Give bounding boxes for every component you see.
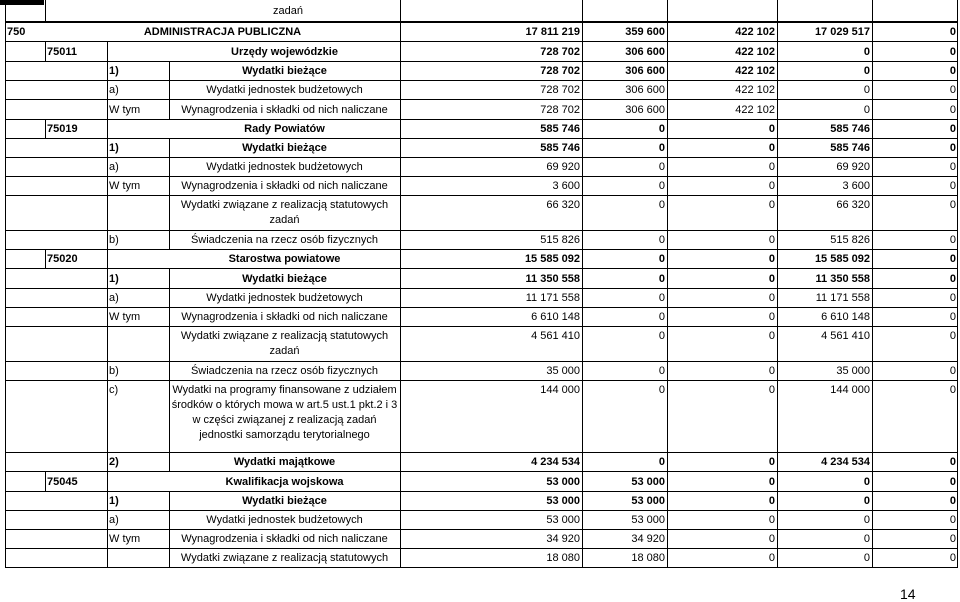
value-plan: 728 702 bbox=[540, 103, 580, 116]
table-row bbox=[5, 139, 958, 158]
value-col4: 15 585 092 bbox=[814, 253, 870, 265]
paragraph-marker: b) bbox=[109, 234, 119, 246]
value-col5: 0 bbox=[949, 552, 956, 564]
item-name: Wynagrodzenia i składki od nich naliczane bbox=[181, 533, 388, 545]
item-name: Urzędy wojewódzkie bbox=[231, 45, 338, 58]
section-code bbox=[45, 549, 107, 567]
section-row bbox=[5, 42, 958, 62]
division-code bbox=[5, 62, 45, 80]
item-name: Wynagrodzenia i składki od nich naliczane bbox=[181, 180, 388, 192]
value-col2: 0 bbox=[658, 142, 665, 154]
item-name: Wydatki bieżące bbox=[242, 272, 327, 285]
table-row bbox=[5, 62, 958, 81]
value-col5: 0 bbox=[949, 495, 956, 507]
value-col2: 0 bbox=[658, 180, 665, 192]
value-plan: 18 080 bbox=[546, 552, 580, 564]
paragraph-marker: 1) bbox=[109, 142, 119, 154]
section-code bbox=[45, 289, 107, 307]
division-code bbox=[5, 269, 45, 288]
value-col5: 0 bbox=[949, 26, 956, 38]
value-col3: 0 bbox=[768, 514, 775, 526]
division-code bbox=[5, 42, 45, 61]
section-code bbox=[45, 269, 107, 288]
value-col3: 0 bbox=[768, 495, 775, 507]
paragraph-marker: 1) bbox=[109, 65, 119, 77]
value-col2: 0 bbox=[658, 292, 665, 304]
value-col4: 0 bbox=[863, 45, 870, 58]
division-code bbox=[5, 492, 45, 510]
section-code bbox=[45, 362, 107, 380]
value-plan: 728 702 bbox=[540, 65, 580, 77]
division-code bbox=[5, 453, 45, 471]
value-col3: 0 bbox=[768, 552, 775, 564]
value-col3: 0 bbox=[768, 180, 775, 192]
paragraph-marker: a) bbox=[109, 84, 119, 96]
item-name: Wydatki związane z realizacją statutowych zadań bbox=[180, 199, 389, 226]
paragraph-marker: 1) bbox=[109, 272, 119, 285]
table-row bbox=[5, 362, 958, 381]
value-col2: 306 600 bbox=[625, 45, 665, 58]
section-code bbox=[45, 158, 107, 176]
value-plan: 728 702 bbox=[540, 45, 580, 58]
item-name: Wydatki bieżące bbox=[242, 65, 327, 77]
value-col4: 585 746 bbox=[830, 123, 870, 135]
value-col3: 0 bbox=[768, 475, 775, 488]
section-row bbox=[5, 250, 958, 269]
value-col2: 0 bbox=[658, 123, 665, 135]
table-row bbox=[5, 177, 958, 196]
division-code bbox=[5, 511, 45, 529]
division-code bbox=[5, 381, 45, 452]
value-col2: 53 000 bbox=[631, 495, 665, 507]
value-col4: 11 171 558 bbox=[815, 292, 870, 304]
value-plan: 53 000 bbox=[546, 514, 580, 526]
value-col2: 0 bbox=[658, 272, 665, 285]
value-col2: 306 600 bbox=[625, 65, 665, 77]
item-name: Wydatki jednostek budżetowych bbox=[206, 514, 363, 526]
value-col4: 35 000 bbox=[836, 365, 870, 377]
value-plan: 69 920 bbox=[546, 161, 580, 173]
value-plan: 6 610 148 bbox=[531, 311, 580, 323]
paragraph-marker bbox=[107, 120, 169, 138]
section-code bbox=[45, 530, 107, 548]
value-col4: 144 000 bbox=[830, 384, 870, 396]
value-col3: 422 102 bbox=[735, 45, 775, 58]
table-row bbox=[5, 196, 958, 231]
paragraph-marker: W tym bbox=[109, 103, 141, 116]
table-row bbox=[5, 453, 958, 472]
item-name: Starostwa powiatowe bbox=[228, 253, 341, 265]
value-col4: 17 029 517 bbox=[814, 26, 870, 38]
value-col3: 0 bbox=[768, 161, 775, 173]
value-col3: 422 102 bbox=[735, 103, 775, 116]
value-col2: 0 bbox=[658, 330, 665, 342]
value-plan: 585 746 bbox=[540, 123, 580, 135]
paragraph-marker bbox=[107, 472, 169, 491]
value-col3: 0 bbox=[768, 272, 775, 285]
value-col2: 306 600 bbox=[625, 84, 665, 96]
value-col5: 0 bbox=[949, 142, 956, 154]
value-col4: 69 920 bbox=[836, 161, 870, 173]
value-col3: 0 bbox=[768, 292, 775, 304]
table-row bbox=[5, 81, 958, 100]
division-code bbox=[5, 231, 45, 249]
value-col5: 0 bbox=[949, 45, 956, 58]
item-name: Wydatki bieżące bbox=[242, 142, 327, 154]
division-code: 750 bbox=[7, 26, 26, 38]
item-name: Świadczenia na rzecz osób fizycznych bbox=[190, 234, 379, 246]
table-row bbox=[5, 492, 958, 511]
section-row bbox=[5, 120, 958, 139]
value-plan: 728 702 bbox=[540, 84, 580, 96]
division-code bbox=[5, 250, 45, 268]
paragraph-marker: b) bbox=[109, 365, 119, 377]
value-col5: 0 bbox=[949, 253, 956, 265]
item-name: Wydatki majątkowe bbox=[233, 456, 336, 468]
table-row bbox=[5, 231, 958, 250]
table-row bbox=[5, 289, 958, 308]
value-col4: 4 561 410 bbox=[821, 330, 870, 342]
value-plan: 66 320 bbox=[546, 199, 580, 211]
table-row bbox=[5, 530, 958, 549]
section-code: 75011 bbox=[47, 45, 77, 58]
item-name: Wydatki na programy finansowane z udziałem środków o których mowa w art.5 ust.1 pkt.2 i 3 w części związanej z realizacją zadań jednostki samorządu terytorialnego bbox=[171, 384, 398, 441]
section-code bbox=[45, 381, 107, 452]
continuation-text: zadań bbox=[273, 4, 303, 17]
value-col3: 422 102 bbox=[735, 26, 775, 38]
item-name: Wydatki bieżące bbox=[242, 495, 327, 507]
section-code bbox=[45, 196, 107, 230]
value-col4: 0 bbox=[863, 475, 870, 488]
paragraph-marker bbox=[107, 250, 169, 268]
value-plan: 11 350 558 bbox=[525, 272, 580, 285]
value-col3: 422 102 bbox=[735, 84, 775, 96]
value-col2: 34 920 bbox=[631, 533, 665, 545]
value-col4: 4 234 534 bbox=[821, 456, 870, 468]
value-col3: 0 bbox=[768, 456, 775, 468]
value-col2: 18 080 bbox=[631, 552, 665, 564]
value-col4: 0 bbox=[863, 533, 870, 545]
value-col5: 0 bbox=[949, 384, 956, 396]
item-name: Wydatki związane z realizacją statutowych zadań bbox=[180, 330, 389, 357]
value-col5: 0 bbox=[949, 292, 956, 304]
section-code: 75045 bbox=[47, 475, 78, 488]
section-code bbox=[45, 327, 107, 361]
value-plan: 11 171 558 bbox=[525, 292, 580, 304]
paragraph-marker: 2) bbox=[109, 456, 119, 468]
value-col5: 0 bbox=[949, 330, 956, 342]
value-col2: 359 600 bbox=[625, 26, 665, 38]
value-plan: 17 811 219 bbox=[525, 26, 580, 38]
section-code bbox=[45, 139, 107, 157]
value-col2: 0 bbox=[658, 311, 665, 323]
value-col5: 0 bbox=[949, 365, 956, 377]
item-name: Wydatki jednostek budżetowych bbox=[206, 84, 363, 96]
value-col3: 0 bbox=[768, 123, 775, 135]
paragraph-marker bbox=[107, 327, 169, 361]
section-code bbox=[45, 453, 107, 471]
value-col3: 0 bbox=[768, 234, 775, 246]
value-plan: 144 000 bbox=[540, 384, 580, 396]
value-col3: 422 102 bbox=[735, 65, 775, 77]
division-code bbox=[5, 289, 45, 307]
section-code bbox=[45, 511, 107, 529]
paragraph-marker: W tym bbox=[109, 533, 141, 545]
section-code bbox=[45, 231, 107, 249]
division-code bbox=[5, 120, 45, 138]
table-row bbox=[5, 308, 958, 327]
value-col5: 0 bbox=[949, 272, 956, 285]
division-code bbox=[5, 177, 45, 195]
item-name: Świadczenia na rzecz osób fizycznych bbox=[190, 365, 379, 377]
value-col4: 3 600 bbox=[842, 180, 870, 192]
division-code bbox=[5, 549, 45, 567]
section-code bbox=[45, 100, 107, 119]
value-col2: 53 000 bbox=[631, 475, 665, 488]
division-row bbox=[5, 22, 958, 42]
paragraph-marker bbox=[107, 549, 169, 567]
value-col4: 0 bbox=[863, 65, 870, 77]
value-col5: 0 bbox=[949, 475, 956, 488]
value-col4: 585 746 bbox=[830, 142, 870, 154]
value-col4: 0 bbox=[863, 103, 870, 116]
value-col4: 0 bbox=[863, 552, 870, 564]
table-row bbox=[5, 381, 958, 453]
value-col3: 0 bbox=[768, 330, 775, 342]
paragraph-marker: W tym bbox=[109, 311, 141, 323]
value-col3: 0 bbox=[768, 199, 775, 211]
table-row bbox=[5, 158, 958, 177]
value-col2: 0 bbox=[658, 234, 665, 246]
table-row bbox=[5, 269, 958, 289]
value-col5: 0 bbox=[949, 103, 956, 116]
value-col2: 53 000 bbox=[631, 514, 665, 526]
value-plan: 15 585 092 bbox=[524, 253, 580, 265]
division-code bbox=[5, 308, 45, 326]
division-code bbox=[5, 81, 45, 99]
value-col5: 0 bbox=[949, 199, 956, 211]
paragraph-marker: a) bbox=[109, 292, 119, 304]
value-col4: 6 610 148 bbox=[821, 311, 870, 323]
section-code bbox=[45, 492, 107, 510]
value-col3: 0 bbox=[768, 311, 775, 323]
budget-table bbox=[5, 0, 958, 568]
value-col2: 0 bbox=[658, 365, 665, 377]
value-col5: 0 bbox=[949, 180, 956, 192]
page-number: 14 bbox=[900, 586, 916, 602]
value-col2: 0 bbox=[658, 253, 665, 265]
section-code bbox=[45, 308, 107, 326]
value-col2: 0 bbox=[658, 456, 665, 468]
value-col2: 306 600 bbox=[625, 103, 665, 116]
division-code bbox=[5, 327, 45, 361]
value-plan: 4 234 534 bbox=[531, 456, 580, 468]
table-row bbox=[5, 327, 958, 362]
item-name: Wydatki jednostek budżetowych bbox=[206, 161, 363, 173]
value-col5: 0 bbox=[949, 84, 956, 96]
paragraph-marker: a) bbox=[109, 514, 119, 526]
value-col5: 0 bbox=[949, 65, 956, 77]
value-col4: 66 320 bbox=[836, 199, 870, 211]
value-col2: 0 bbox=[658, 199, 665, 211]
paragraph-marker: W tym bbox=[109, 180, 141, 192]
value-plan: 585 746 bbox=[540, 142, 580, 154]
value-col5: 0 bbox=[949, 234, 956, 246]
section-code bbox=[45, 177, 107, 195]
value-plan: 53 000 bbox=[546, 475, 580, 488]
section-row bbox=[5, 472, 958, 492]
value-plan: 34 920 bbox=[546, 533, 580, 545]
paragraph-marker: a) bbox=[109, 161, 119, 173]
continuation-row bbox=[5, 0, 958, 22]
paragraph-marker: 1) bbox=[109, 495, 119, 507]
table-row bbox=[5, 549, 958, 568]
value-col3: 0 bbox=[768, 253, 775, 265]
value-col4: 0 bbox=[863, 495, 870, 507]
value-col5: 0 bbox=[949, 456, 956, 468]
value-col3: 0 bbox=[768, 384, 775, 396]
value-col3: 0 bbox=[768, 142, 775, 154]
value-col5: 0 bbox=[949, 311, 956, 323]
paragraph-marker: c) bbox=[109, 384, 119, 396]
section-code bbox=[45, 62, 107, 80]
item-name: Wydatki jednostek budżetowych bbox=[206, 292, 363, 304]
item-name: Wynagrodzenia i składki od nich naliczane bbox=[181, 103, 388, 116]
value-col4: 11 350 558 bbox=[815, 272, 870, 285]
value-plan: 35 000 bbox=[546, 365, 580, 377]
value-col4: 0 bbox=[863, 514, 870, 526]
item-name: Rady Powiatów bbox=[244, 123, 325, 135]
value-plan: 515 826 bbox=[540, 234, 580, 246]
value-col5: 0 bbox=[949, 533, 956, 545]
division-code bbox=[5, 530, 45, 548]
division-code bbox=[5, 139, 45, 157]
division-code bbox=[5, 100, 45, 119]
value-plan: 4 561 410 bbox=[531, 330, 580, 342]
value-col5: 0 bbox=[949, 514, 956, 526]
value-col2: 0 bbox=[658, 161, 665, 173]
division-code bbox=[5, 362, 45, 380]
value-plan: 3 600 bbox=[552, 180, 580, 192]
paragraph-marker bbox=[107, 196, 169, 230]
value-col2: 0 bbox=[658, 384, 665, 396]
division-code bbox=[5, 472, 45, 491]
value-col4: 515 826 bbox=[830, 234, 870, 246]
value-col5: 0 bbox=[949, 123, 956, 135]
table-row bbox=[5, 511, 958, 530]
item-name: Wynagrodzenia i składki od nich naliczane bbox=[181, 311, 388, 323]
section-code: 75019 bbox=[47, 123, 78, 135]
division-code bbox=[5, 196, 45, 230]
value-col5: 0 bbox=[949, 161, 956, 173]
value-col3: 0 bbox=[768, 365, 775, 377]
section-code bbox=[45, 81, 107, 99]
value-col4: 0 bbox=[863, 84, 870, 96]
division-code bbox=[5, 158, 45, 176]
section-code: 75020 bbox=[47, 253, 78, 265]
item-name: ADMINISTRACJA PUBLICZNA bbox=[143, 26, 302, 38]
table-row bbox=[5, 100, 958, 120]
value-col3: 0 bbox=[768, 533, 775, 545]
item-name: Wydatki związane z realizacją statutowych bbox=[180, 552, 389, 564]
item-name: Kwalifikacja wojskowa bbox=[225, 475, 344, 488]
paragraph-marker bbox=[107, 42, 169, 61]
value-plan: 53 000 bbox=[546, 495, 580, 507]
